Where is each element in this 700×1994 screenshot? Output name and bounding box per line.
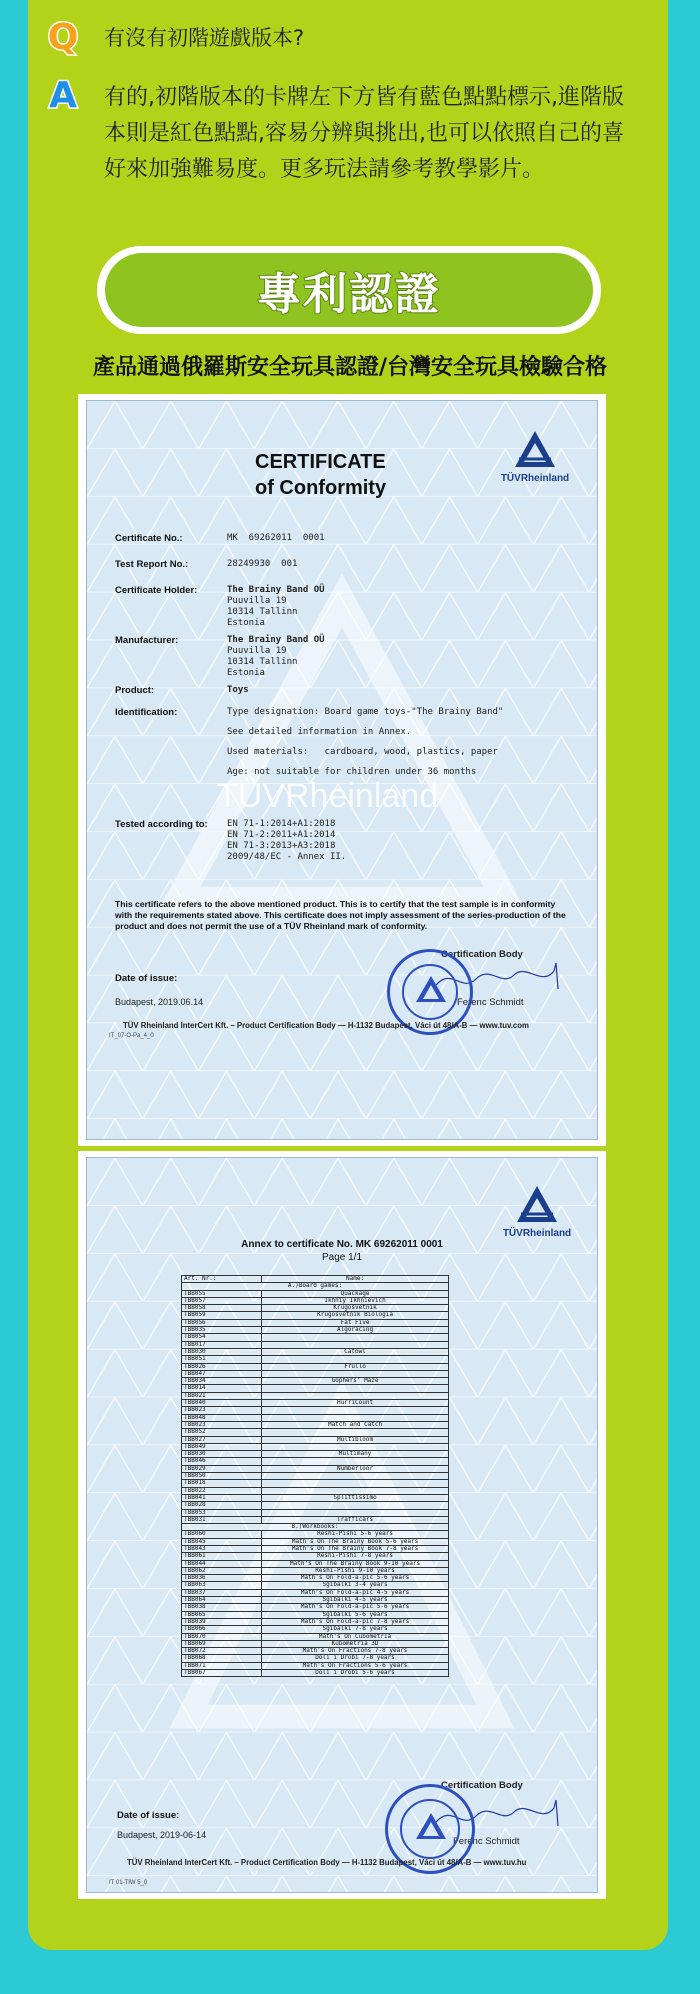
workbook-name: Doli i Drobi 5-6 years [262, 1670, 449, 1677]
workbook-name: Doli i Drobi 7-8 years [262, 1655, 449, 1662]
table-row [182, 1348, 449, 1355]
table-row [182, 1626, 449, 1633]
annex-body [86, 1157, 598, 1893]
workbook-art-number: TBB045 [182, 1538, 262, 1545]
workbook-name: Math's On Fold-a-pic 5-6 years [262, 1575, 449, 1582]
workbook-name: Sgibalki 7-8 years [262, 1626, 449, 1633]
annex-section-b-row [182, 1524, 449, 1531]
table-row [182, 1509, 449, 1516]
table-row [182, 1611, 449, 1618]
board-game-art-number: TBB054 [182, 1334, 262, 1341]
annex-signer-name: Ferenc Schmidt [453, 1836, 520, 1847]
tested-label: Tested according to: [115, 819, 208, 830]
table-row [182, 1487, 449, 1494]
annex-tuv-logo-text: TÜVRheinland [502, 1228, 572, 1239]
board-game-name [262, 1407, 449, 1414]
certificate-title-line1: CERTIFICATE [255, 451, 386, 473]
table-row [182, 1560, 449, 1567]
annex-section-a: A.)Board games: [182, 1283, 449, 1290]
board-game-art-number: TBB031 [182, 1516, 262, 1523]
stamp-triangle-icon [414, 974, 448, 1004]
table-row [182, 1443, 449, 1450]
table-row [182, 1516, 449, 1523]
table-row [182, 1392, 449, 1399]
board-game-art-number: TBB027 [182, 1436, 262, 1443]
cert-no-label: Certificate No.: [115, 533, 183, 544]
workbook-name: Math's On Cubometria [262, 1633, 449, 1640]
board-game-art-number: TBB018 [182, 1480, 262, 1487]
board-game-art-number: TBB028 [182, 1502, 262, 1509]
identification-line-2: See detailed information in Annex. [227, 727, 412, 737]
certification-body-label: Certification Body [441, 949, 523, 960]
board-game-name: Fat Five [262, 1319, 449, 1326]
workbook-art-number: TBB063 [182, 1582, 262, 1589]
board-game-art-number: TBB048 [182, 1414, 262, 1421]
table-row [182, 1662, 449, 1669]
board-game-art-number: TBB022 [182, 1487, 262, 1494]
workbook-name: Sgibalki 3-4 years [262, 1582, 449, 1589]
board-game-name [262, 1414, 449, 1421]
table-row [182, 1538, 449, 1545]
annex-tuv-triangle-icon [515, 1184, 559, 1224]
table-row [182, 1604, 449, 1611]
workbook-art-number: TBB068 [182, 1655, 262, 1662]
board-game-art-number: TBB057 [182, 1297, 262, 1304]
table-row [182, 1597, 449, 1604]
annex-certification-body-label: Certification Body [441, 1780, 523, 1791]
board-game-name [262, 1429, 449, 1436]
table-row [182, 1370, 449, 1377]
workbook-art-number: TBB037 [182, 1589, 262, 1596]
section-subtitle: 產品通過俄羅斯安全玩具認證/台灣安全玩具檢驗合格 [92, 355, 608, 380]
workbook-name: Math's On Fold-a-pic 5-6 years [262, 1604, 449, 1611]
table-row [182, 1319, 449, 1326]
table-row [182, 1582, 449, 1589]
table-row [182, 1670, 449, 1677]
table-row [182, 1385, 449, 1392]
board-game-name: HurriCount [262, 1400, 449, 1407]
board-game-name [262, 1356, 449, 1363]
board-game-name: Numberloor [262, 1465, 449, 1472]
report-no-value: 28249930 001 [227, 559, 298, 569]
tuv-logo-text: TÜVRheinland [500, 473, 570, 484]
workbooks-list [182, 1531, 449, 1677]
board-game-name [262, 1487, 449, 1494]
board-game-name: Catowl [262, 1348, 449, 1355]
manufacturer-label: Manufacturer: [115, 635, 179, 646]
certificate-title [255, 449, 386, 501]
table-row [182, 1421, 449, 1428]
issue-date: Budapest, 2019.06.14 [115, 997, 204, 1007]
table-row [182, 1648, 449, 1655]
workbook-art-number: TBB067 [182, 1670, 262, 1677]
table-row [182, 1356, 449, 1363]
table-row [182, 1327, 449, 1334]
board-game-name: Multibloom [262, 1436, 449, 1443]
annex-form-code: IT 01-TIW 5_0 [109, 1880, 148, 1886]
table-row [182, 1545, 449, 1552]
board-game-name: Algoracing [262, 1327, 449, 1334]
board-game-art-number: TBB047 [182, 1370, 262, 1377]
workbook-art-number: TBB062 [182, 1567, 262, 1574]
answer-text: 有的,初階版本的卡牌左下方皆有藍色點點標示,進階版本則是紅色點點,容易分辨與挑出,也可以依照自己的喜好來加強難易度。更多玩法請參考教學影片。 [104, 85, 624, 182]
workbook-art-number: TBB070 [182, 1633, 262, 1640]
board-game-name: Match and Catch [262, 1421, 449, 1428]
question-badge-icon: Q [47, 17, 79, 58]
tuv-logo [495, 429, 575, 484]
identification-line-3: Used materials: cardboard, wood, plastics, paper [227, 747, 498, 757]
board-game-name [262, 1341, 449, 1348]
board-game-art-number: TBB046 [182, 1458, 262, 1465]
table-row [182, 1502, 449, 1509]
question-row [46, 17, 80, 58]
workbook-name: Reshi-Pishi 7-8 years [262, 1553, 449, 1560]
holder-label: Certificate Holder: [115, 585, 198, 596]
table-row [182, 1312, 449, 1319]
board-game-name [262, 1370, 449, 1377]
holder-address: Puuvilla 19 10314 Tallinn Estonia [227, 596, 298, 628]
board-game-art-number: TBB029 [182, 1465, 262, 1472]
workbook-name: Math's On The Brainy Book 5-6 years [262, 1538, 449, 1545]
board-game-name [262, 1480, 449, 1487]
table-row [182, 1465, 449, 1472]
workbook-art-number: TBB038 [182, 1604, 262, 1611]
certificate-statement: This certificate refers to the above mentioned product. This is to certify that the test sample is in conformity with the requirements stated above. This certificate does not imply assessment of the series-production of the product and does not permit the use of a TÜV Rheinland mark of conformity. [115, 899, 566, 931]
board-game-name: Frullo [262, 1363, 449, 1370]
board-game-art-number: TBB017 [182, 1341, 262, 1348]
signer-name: Ferenc Schmidt [457, 997, 524, 1008]
board-game-art-number: TBB014 [182, 1385, 262, 1392]
table-row [182, 1429, 449, 1436]
board-game-art-number: TBB050 [182, 1473, 262, 1480]
table-row [182, 1494, 449, 1501]
workbook-name: Math's On Fractions 5-6 years [262, 1662, 449, 1669]
table-row [182, 1451, 449, 1458]
board-game-art-number: TBB023 [182, 1407, 262, 1414]
board-game-art-number: TBB040 [182, 1400, 262, 1407]
workbook-art-number: TBB071 [182, 1662, 262, 1669]
table-row [182, 1553, 449, 1560]
workbook-art-number: TBB060 [182, 1531, 262, 1538]
table-row [182, 1618, 449, 1625]
board-game-name [262, 1385, 449, 1392]
board-game-art-number: TBB053 [182, 1509, 262, 1516]
workbook-name: Math's On The Brainy Book 9-10 years [262, 1560, 449, 1567]
board-game-art-number: TBB035 [182, 1327, 262, 1334]
table-row [182, 1378, 449, 1385]
section-title-pill [97, 246, 601, 334]
workbook-name: Kubometria 3D [262, 1640, 449, 1647]
workbook-name: Math's On Fold-a-pic 7-8 years [262, 1618, 449, 1625]
holder-name: The Brainy Band OÜ [227, 585, 325, 595]
annex-page: Page 1/1 [321, 1252, 363, 1263]
answer-badge-icon: A [49, 75, 77, 116]
board-game-name [262, 1502, 449, 1509]
board-game-name: Trafficars [262, 1516, 449, 1523]
identification-line-4: Age: not suitable for children under 36 months [227, 767, 477, 777]
table-row [182, 1363, 449, 1370]
table-row [182, 1341, 449, 1348]
table-row [182, 1334, 449, 1341]
annex-col-art: Art. Nr.: [182, 1276, 262, 1283]
certificate-form-code: IT_07-O-Pa_4_0 [109, 1033, 154, 1039]
certificate-body [86, 400, 598, 1140]
cert-no-value: MK 69262011 0001 [227, 533, 325, 543]
annex-stamp-triangle-icon [414, 1811, 448, 1841]
annex-section-a-row [182, 1283, 449, 1290]
workbook-art-number: TBB036 [182, 1575, 262, 1582]
board-game-art-number: TBB021 [182, 1392, 262, 1399]
board-game-art-number: TBB049 [182, 1443, 262, 1450]
workbook-art-number: TBB044 [182, 1560, 262, 1567]
workbook-art-number: TBB039 [182, 1618, 262, 1625]
table-row [182, 1458, 449, 1465]
report-no-label: Test Report No.: [115, 559, 189, 570]
issue-date-label: Date of issue: [115, 973, 178, 984]
board-game-name: Quackage [262, 1290, 449, 1297]
workbook-art-number: TBB043 [182, 1545, 262, 1552]
workbook-art-number: TBB072 [182, 1648, 262, 1655]
annex-document [78, 1151, 606, 1899]
annex-tuv-logo [497, 1184, 577, 1239]
board-game-name [262, 1334, 449, 1341]
table-row [182, 1480, 449, 1487]
table-row [182, 1633, 449, 1640]
board-game-name [262, 1392, 449, 1399]
table-row [182, 1400, 449, 1407]
section-title: 專利認證 [257, 269, 441, 320]
board-game-name: Krugosvetnik Biologia [262, 1312, 449, 1319]
workbook-art-number: TBB066 [182, 1626, 262, 1633]
board-game-art-number: TBB041 [182, 1494, 262, 1501]
board-game-art-number: TBB034 [182, 1378, 262, 1385]
table-row [182, 1436, 449, 1443]
table-row [182, 1414, 449, 1421]
annex-section-b: B.)Workbooks: [182, 1524, 449, 1531]
identification-line-1: Type designation: Board game toys-"The Brainy Band" [227, 707, 504, 717]
table-row [182, 1575, 449, 1582]
workbook-name: Reshi-Pishi 5-6 years [262, 1531, 449, 1538]
answer-row [46, 75, 80, 116]
table-row [182, 1297, 449, 1304]
tuv-triangle-icon [513, 429, 557, 469]
table-row [182, 1290, 449, 1297]
board-game-art-number: TBB056 [182, 1319, 262, 1326]
workbook-name: Math's On Fold-a-pic 4-5 years [262, 1589, 449, 1596]
board-game-name: Splittissimo [262, 1494, 449, 1501]
board-game-art-number: TBB030 [182, 1348, 262, 1355]
annex-footer: TÜV Rheinland InterCert Kft. – Product Certification Body — H-1132 Budapest, Váci út 48/A-B — www.tuv.hu [127, 1858, 527, 1867]
table-row [182, 1655, 449, 1662]
workbook-name: Sgibalki 4-5 years [262, 1597, 449, 1604]
board-game-art-number: TBB051 [182, 1356, 262, 1363]
board-game-name [262, 1443, 449, 1450]
workbook-name: Math's On Fractions 7-8 years [262, 1648, 449, 1655]
board-game-art-number: TBB055 [182, 1290, 262, 1297]
board-game-name [262, 1473, 449, 1480]
watermark-text: TÜVRheinland [217, 777, 439, 815]
manufacturer-address: Puuvilla 19 10314 Tallinn Estonia [227, 646, 298, 678]
board-game-art-number: TBB052 [182, 1429, 262, 1436]
board-game-art-number: TBB023 [182, 1421, 262, 1428]
workbook-art-number: TBB069 [182, 1640, 262, 1647]
board-game-name: Krugosvetnik [262, 1305, 449, 1312]
table-row [182, 1407, 449, 1414]
board-game-name: Ikhniy Ikhnievich [262, 1297, 449, 1304]
workbook-art-number: TBB061 [182, 1553, 262, 1560]
board-game-art-number: TBB026 [182, 1363, 262, 1370]
certificate-title-line2: of Conformity [255, 477, 387, 499]
annex-col-name: Name: [262, 1276, 449, 1283]
board-game-name: Gophers' Maze [262, 1378, 449, 1385]
product-value: Toys [227, 685, 249, 695]
table-row [182, 1305, 449, 1312]
board-game-art-number: TBB059 [182, 1312, 262, 1319]
certificate-document [78, 394, 606, 1146]
annex-product-table [181, 1275, 449, 1677]
section-title-pill-inner [105, 253, 593, 327]
workbook-art-number: TBB064 [182, 1597, 262, 1604]
annex-issue-date: Budapest, 2019-06-14 [117, 1830, 207, 1840]
workbook-name: Reshi-Pishi 9-10 years [262, 1567, 449, 1574]
tested-standards: EN 71-1:2014+A1:2018 EN 71-2:2011+A1:2014 EN 71-3:2013+A3:2018 2009/48/EC - Annex II. [227, 819, 347, 862]
annex-title-block [87, 1238, 597, 1264]
board-games-list [182, 1290, 449, 1524]
annex-issue-date-label: Date of issue: [117, 1810, 180, 1821]
table-row [182, 1567, 449, 1574]
table-row [182, 1531, 449, 1538]
workbook-name: Sgibalki 5-6 years [262, 1611, 449, 1618]
product-label: Product: [115, 685, 155, 696]
table-row [182, 1589, 449, 1596]
board-game-name [262, 1458, 449, 1465]
board-game-art-number: TBB058 [182, 1305, 262, 1312]
manufacturer-name: The Brainy Band OÜ [227, 635, 325, 645]
table-row [182, 1473, 449, 1480]
board-game-name: Multimany [262, 1451, 449, 1458]
question-text: 有沒有初階遊戲版本? [104, 26, 305, 50]
annex-header-row [182, 1276, 449, 1283]
table-row [182, 1640, 449, 1647]
workbook-name: Math's On The Brainy Book 7-8 years [262, 1545, 449, 1552]
identification-label: Identification: [115, 707, 178, 718]
board-game-art-number: TBB030 [182, 1451, 262, 1458]
workbook-art-number: TBB065 [182, 1611, 262, 1618]
certificate-footer: TÜV Rheinland InterCert Kft. – Product Certification Body — H-1132 Budapest, Váci út 48/A-B — www.tuv.com [123, 1021, 529, 1030]
annex-title: Annex to certificate No. MK 69262011 0001 [241, 1239, 443, 1250]
board-game-name [262, 1509, 449, 1516]
